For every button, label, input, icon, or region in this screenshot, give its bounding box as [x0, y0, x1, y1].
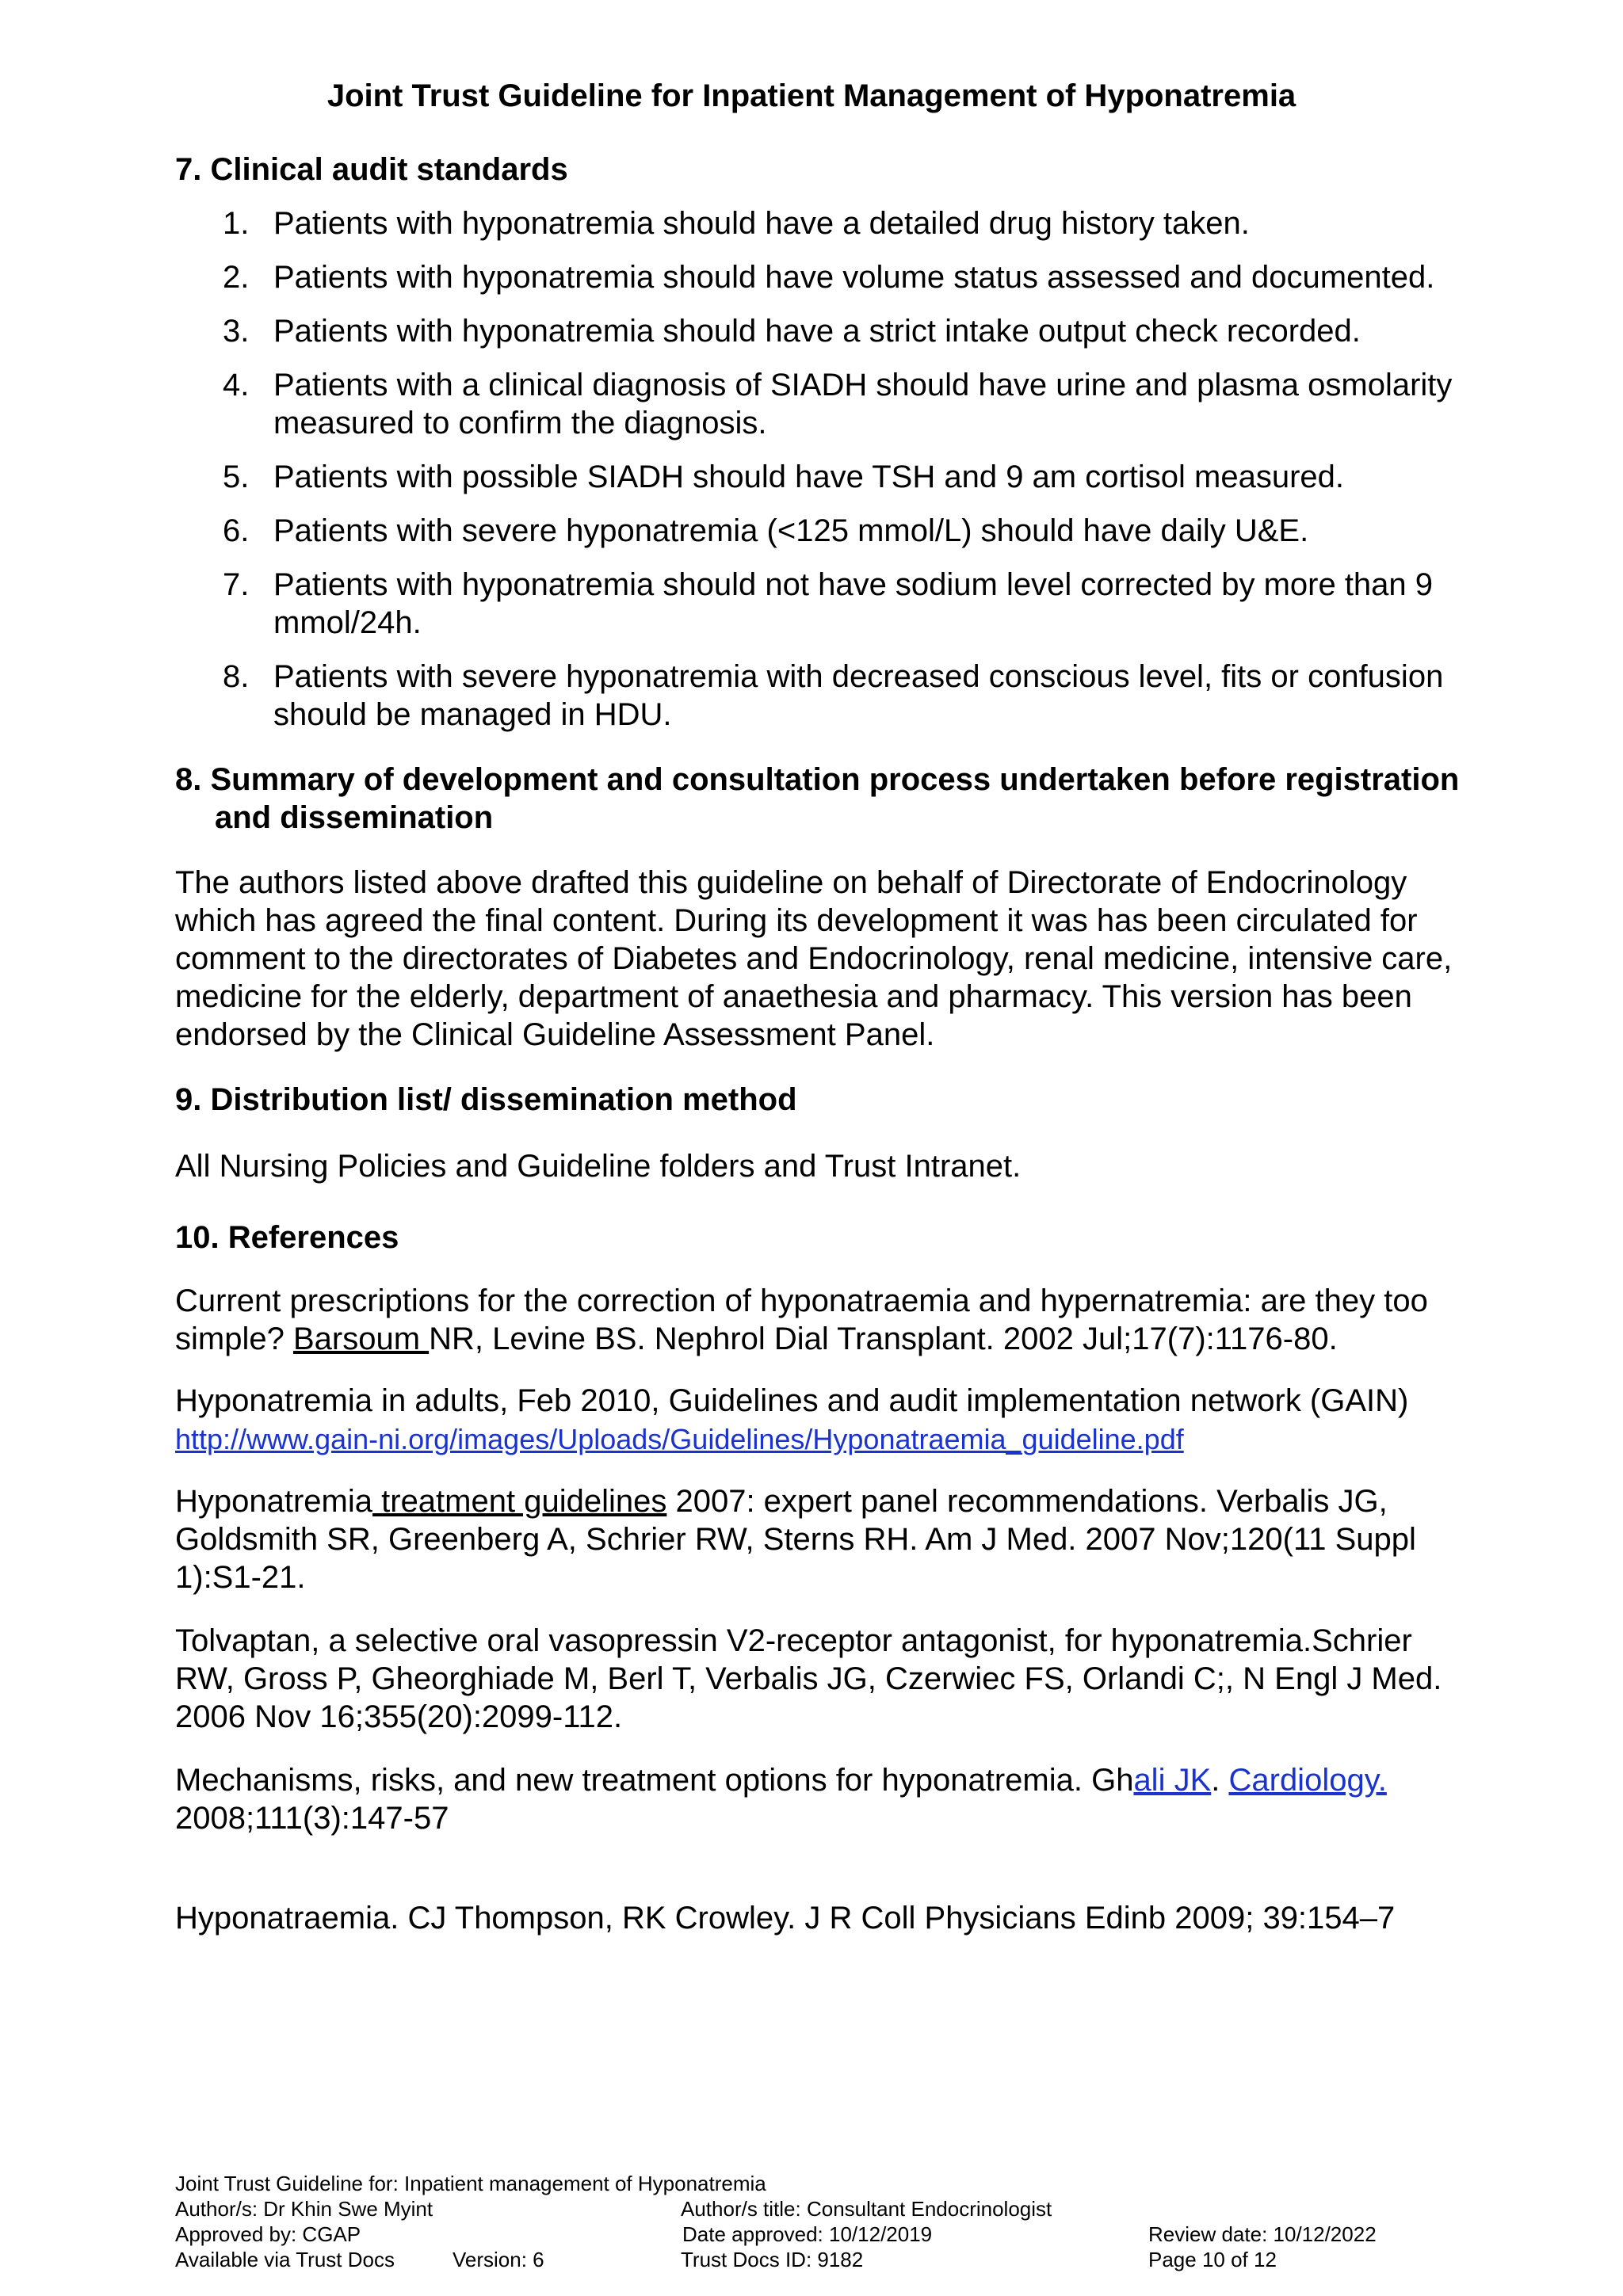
footer-date-approved: Date approved: 10/12/2019 — [682, 2222, 933, 2246]
footer-guideline-title: Joint Trust Guideline for: Inpatient management of Hyponatremia — [175, 2172, 766, 2195]
footer-available: Available via Trust Docs — [175, 2248, 395, 2271]
list-item: 3. Patients with hyponatremia should have a strict intake output check recorded. — [223, 314, 1361, 349]
list-item: 8. Patients with severe hyponatremia with decreased conscious level, fits or confusion should be managed in HDU. — [223, 659, 1444, 732]
audit-standards-list — [175, 204, 1475, 734]
list-item: 1. Patients with hyponatremia should have a detailed drug history taken. — [223, 206, 1250, 241]
reference-1: Current prescriptions for the correction of hyponatraemia and hypernatremia: are they too simple? Barsoum NR, Levine BS. Nephrol Dial Transplant. 2002 Jul;17(7):1176-80. — [175, 1283, 1428, 1356]
section-7-heading: 7. Clinical audit standards — [175, 152, 568, 187]
footer-author: Author/s: Dr Khin Swe Myint — [175, 2197, 433, 2221]
section-9-body: All Nursing Policies and Guideline folders and Trust Intranet. — [175, 1149, 1022, 1184]
list-item: 5. Patients with possible SIADH should have TSH and 9 am cortisol measured. — [223, 460, 1345, 494]
section-10-heading: 10. References — [175, 1220, 399, 1255]
gain-guideline-link[interactable]: http://www.gain-ni.org/images/Uploads/Guidelines/Hyponatraemia_guideline.pdf — [175, 1423, 1184, 1455]
author-link[interactable]: Barsoum — [292, 1322, 430, 1356]
section-9-heading: 9. Distribution list/ dissemination method — [175, 1082, 797, 1117]
list-item: 2. Patients with hyponatremia should have volume status assessed and documented. — [223, 260, 1435, 295]
reference-5: Mechanisms, risks, and new treatment options for hyponatremia. Ghali JK. Cardiology. 2008;111(3):147-57 — [175, 1763, 1387, 1836]
document-content — [175, 151, 1475, 1937]
footer-trust-docs-id: Trust Docs ID: 9182 — [681, 2248, 864, 2271]
author-link[interactable]: ali JK — [1133, 1763, 1212, 1798]
footer-review-date: Review date: 10/12/2022 — [1148, 2222, 1377, 2246]
section-8-body: The authors listed above drafted this guideline on behalf of Directorate of Endocrinology which has agreed the final content. During its development it was has been circulated for comment to the directorates of Diabetes and Endocrinology, renal medicine, intensive care, medicine for the elderly, department of anaethesia and pharmacy. This version has been endorsed by the Clinical Guideline Assessment Panel. — [175, 865, 1453, 1052]
list-item: 7. Patients with hyponatremia should not have sodium level corrected by more than 9 mmol/24h. — [223, 567, 1434, 640]
reference-2: Hyponatremia in adults, Feb 2010, Guidelines and audit implementation network (GAIN) http://www.gain-ni.org/images/Uploads/Guidelines/Hyponatraemia_guideline.pdf — [175, 1383, 1409, 1455]
footer-version: Version: 6 — [453, 2248, 544, 2271]
list-item: 6. Patients with severe hyponatremia (<125 mmol/L) should have daily U&E. — [223, 513, 1309, 548]
page-title: Joint Trust Guideline for Inpatient Management of Hyponatremia — [327, 78, 1296, 113]
footer-author-title: Author/s title: Consultant Endocrinologist — [681, 2197, 1052, 2221]
page-footer — [175, 2171, 1459, 2272]
reference-3: Hyponatremia treatment guidelines 2007: expert panel recommendations. Verbalis JG, Goldsmith SR, Greenberg A, Schrier RW, Sterns RH. Am J Med. 2007 Nov;120(11 Suppl 1):S1-21. — [175, 1484, 1416, 1595]
footer-page-number: Page 10 of 12 — [1148, 2248, 1277, 2271]
list-item: 4. Patients with a clinical diagnosis of SIADH should have urine and plasma osmolarity measured to confirm the diagnosis. — [223, 368, 1453, 441]
section-8-heading: 8. Summary of development and consultation process undertaken before registration and dissemination — [175, 762, 1460, 835]
journal-link[interactable]: Cardiology. — [1228, 1763, 1387, 1798]
footer-approved-by: Approved by: CGAP — [175, 2222, 361, 2246]
reference-4: Tolvaptan, a selective oral vasopressin V2-receptor antagonist, for hyponatremia.Schrier RW, Gross P, Gheorghiade M, Berl T, Verbalis JG, Czerwiec FS, Orlandi C;, N Engl J Med. 2006 Nov 16;355(20):2099-112. — [175, 1623, 1442, 1734]
reference-6: Hyponatraemia. CJ Thompson, RK Crowley. J R Coll Physicians Edinb 2009; 39:154–7 — [175, 1901, 1396, 1936]
